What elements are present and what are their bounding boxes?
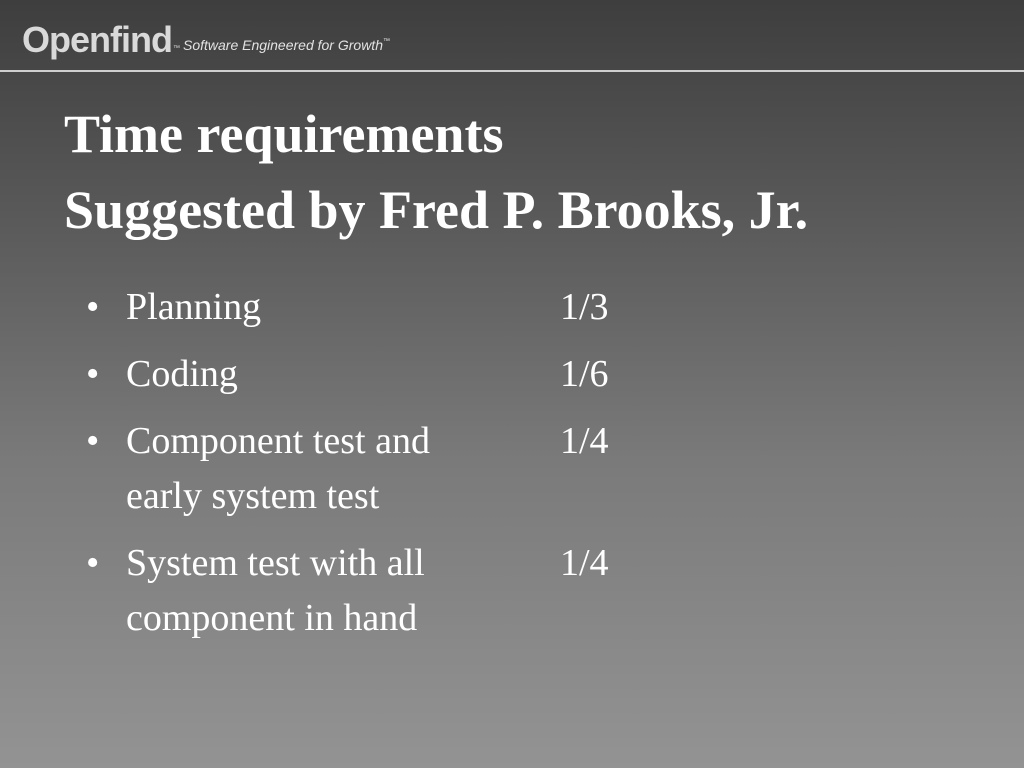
title-line-1: Time requirements	[64, 104, 504, 164]
item-value: 1/6	[560, 353, 609, 395]
item-label	[126, 347, 560, 402]
item-label-line: Coding	[126, 353, 238, 395]
item-label-line: Component test and	[126, 420, 430, 462]
logo-trademark: ™	[172, 45, 180, 52]
item-label-line: Planning	[126, 286, 262, 328]
bullet-icon: •	[86, 353, 100, 395]
logo-tagline: Software Engineered for Growth	[182, 37, 383, 53]
item-value: 1/4	[560, 420, 609, 462]
item-label-line: early system test	[126, 475, 380, 517]
header-divider	[0, 70, 1024, 72]
item-value: 1/3	[560, 286, 609, 328]
item-label	[126, 280, 560, 335]
item-label	[126, 536, 560, 646]
title-line-2: Suggested by Fred P. Brooks, Jr.	[64, 180, 809, 240]
bullet-list	[86, 280, 706, 658]
bullet-icon: •	[86, 286, 100, 328]
logo-wordmark: Openfind	[22, 19, 172, 60]
list-item	[86, 414, 706, 524]
slide-header	[0, 0, 1024, 70]
item-label-line: System test with all	[126, 542, 425, 584]
bullet-icon: •	[86, 542, 100, 584]
bullet-icon: •	[86, 420, 100, 462]
list-item	[86, 347, 706, 402]
item-value: 1/4	[560, 542, 609, 584]
tagline-trademark: ™	[382, 38, 390, 45]
list-item	[86, 536, 706, 646]
slide-title	[64, 96, 808, 248]
openfind-logo	[22, 19, 390, 60]
list-item	[86, 280, 706, 335]
item-label	[126, 414, 560, 524]
item-label-line: component in hand	[126, 597, 418, 639]
